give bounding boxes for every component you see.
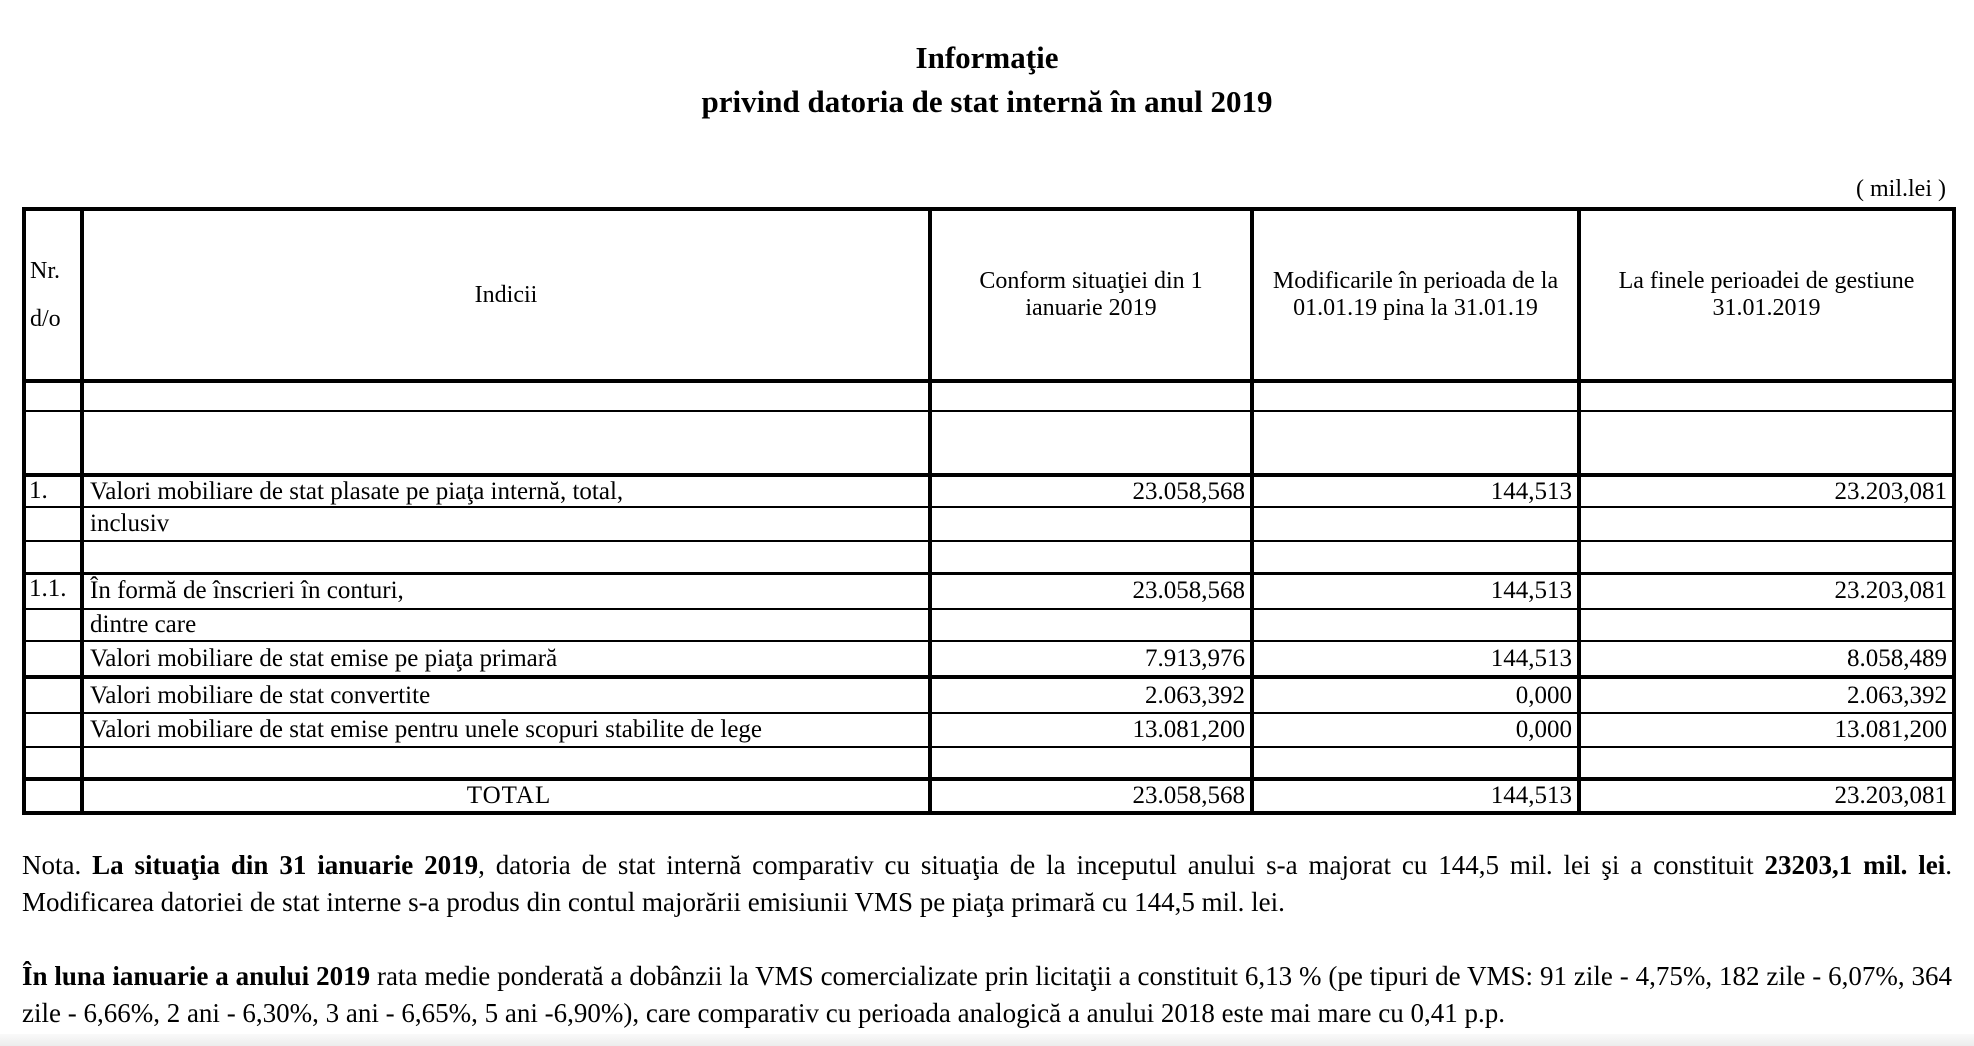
cell-nr: [24, 747, 82, 779]
cell-conform: [930, 411, 1252, 475]
cell-finele: 23.203,081: [1579, 779, 1954, 813]
cell-conform: [930, 381, 1252, 411]
header-nr-line1: Nr.: [30, 258, 60, 284]
table-row: [24, 475, 1954, 507]
table-row: [24, 609, 1954, 641]
cell-modificari: 144,513: [1252, 779, 1579, 813]
cell-modificari: [1252, 507, 1579, 541]
notes: [22, 847, 1952, 1032]
cell-nr: [24, 381, 82, 411]
cell-conform: [930, 507, 1252, 541]
cell-conform: 23.058,568: [930, 475, 1252, 507]
cell-nr: [24, 541, 82, 573]
note-paragraph-1: [22, 847, 1952, 921]
cell-finele: [1579, 747, 1954, 779]
cell-indicii: TOTAL: [82, 779, 930, 813]
cell-nr: [24, 609, 82, 641]
cell-indicii: dintre care: [82, 609, 930, 641]
cell-conform: 23.058,568: [930, 573, 1252, 609]
cell-conform: [930, 747, 1252, 779]
cell-conform: 23.058,568: [930, 779, 1252, 813]
cell-conform: [930, 541, 1252, 573]
cell-modificari: 0,000: [1252, 713, 1579, 747]
header-nr-line2: d/o: [30, 306, 61, 332]
cell-finele: 8.058,489: [1579, 641, 1954, 677]
cell-indicii: [82, 541, 930, 573]
cell-modificari: [1252, 411, 1579, 475]
cell-nr: 1.: [24, 475, 82, 507]
cell-nr: [24, 507, 82, 541]
table-row: [24, 713, 1954, 747]
cell-modificari: [1252, 747, 1579, 779]
header-nr-do: [24, 209, 82, 381]
header-conform-situatiei: Conform situaţiei din 1 ianuarie 2019: [930, 209, 1252, 381]
table-header: [24, 209, 1954, 381]
table-row: [24, 573, 1954, 609]
document-title: [22, 36, 1952, 124]
cell-indicii: Valori mobiliare de stat emise pe piaţa primară: [82, 641, 930, 677]
header-indicii: Indicii: [82, 209, 930, 381]
cell-modificari: [1252, 381, 1579, 411]
table-row: [24, 541, 1954, 573]
note-paragraph-2: [22, 958, 1952, 1032]
page-bottom-edge: [0, 1034, 1974, 1046]
cell-nr: [24, 641, 82, 677]
cell-modificari: [1252, 609, 1579, 641]
title-line-2: privind datoria de stat internă în anul 2019: [701, 84, 1273, 119]
cell-finele: 2.063,392: [1579, 677, 1954, 713]
table-body: [24, 381, 1954, 813]
cell-finele: [1579, 507, 1954, 541]
cell-modificari: 144,513: [1252, 573, 1579, 609]
cell-modificari: 144,513: [1252, 641, 1579, 677]
note-text: Nota.: [22, 850, 93, 880]
cell-nr: 1.1.: [24, 573, 82, 609]
cell-finele: [1579, 541, 1954, 573]
cell-modificari: 0,000: [1252, 677, 1579, 713]
cell-indicii: Valori mobiliare de stat plasate pe piaţa internă, total,: [82, 475, 930, 507]
table-row: [24, 507, 1954, 541]
cell-nr: [24, 411, 82, 475]
note-bold-text: În luna ianuarie a anului 2019: [22, 961, 371, 991]
cell-conform: 2.063,392: [930, 677, 1252, 713]
note-bold-text: La situaţia din 31 ianuarie 2019: [92, 850, 479, 880]
note-text: . Modificarea datoriei de stat interne s-a produs din contul majorării emisiunii VMS pe piaţa primară cu 144,5 mil. lei.: [22, 850, 1953, 917]
header-la-finele: La finele perioadei de gestiune 31.01.2019: [1579, 209, 1954, 381]
cell-nr: [24, 677, 82, 713]
table-row: [24, 747, 1954, 779]
table-row: [24, 677, 1954, 713]
table-row: [24, 641, 1954, 677]
cell-finele: 13.081,200: [1579, 713, 1954, 747]
title-line-1: Informaţie: [915, 40, 1059, 75]
note-text: rata medie ponderată a dobânzii la VMS comercializate prin licitaţii a constituit 6,13 % (pe tipuri de VMS: 91 zile - 4,75%, 182 zile - 6,07%, 364 zile - 6,66%, 2 ani - 6,30%, 3 ani - 6,65%, 5 ani -6,90%), care comparativ cu perioada analogică a anului 2018 este mai mare cu 0,41 p.p.: [22, 961, 1952, 1028]
header-modificarile: Modificarile în perioada de la 01.01.19 pina la 31.01.19: [1252, 209, 1579, 381]
cell-finele: [1579, 411, 1954, 475]
cell-indicii: inclusiv: [82, 507, 930, 541]
cell-nr: [24, 779, 82, 813]
cell-nr: [24, 713, 82, 747]
total-row: [24, 779, 1954, 813]
note-text: , datoria de stat internă comparativ cu situaţia de la inceputul anului s-a majorat cu 144,5 mil. lei şi a constituit: [478, 850, 1765, 880]
note-bold-text: 23203,1 mil. lei: [1764, 850, 1946, 880]
cell-finele: 23.203,081: [1579, 475, 1954, 507]
cell-indicii: Valori mobiliare de stat emise pentru unele scopuri stabilite de lege: [82, 713, 930, 747]
cell-indicii: Valori mobiliare de stat convertite: [82, 677, 930, 713]
cell-finele: [1579, 609, 1954, 641]
cell-indicii: [82, 411, 930, 475]
cell-modificari: 144,513: [1252, 475, 1579, 507]
cell-conform: 7.913,976: [930, 641, 1252, 677]
cell-finele: [1579, 381, 1954, 411]
cell-conform: 13.081,200: [930, 713, 1252, 747]
unit-label: ( mil.lei ): [1856, 176, 1946, 202]
debt-table: [22, 207, 1956, 815]
cell-conform: [930, 609, 1252, 641]
cell-finele: 23.203,081: [1579, 573, 1954, 609]
table-row: [24, 411, 1954, 475]
table-header-row: [24, 209, 1954, 381]
cell-modificari: [1252, 541, 1579, 573]
cell-indicii: [82, 381, 930, 411]
table-row: [24, 381, 1954, 411]
cell-indicii: În formă de înscrieri în conturi,: [82, 573, 930, 609]
cell-indicii: [82, 747, 930, 779]
